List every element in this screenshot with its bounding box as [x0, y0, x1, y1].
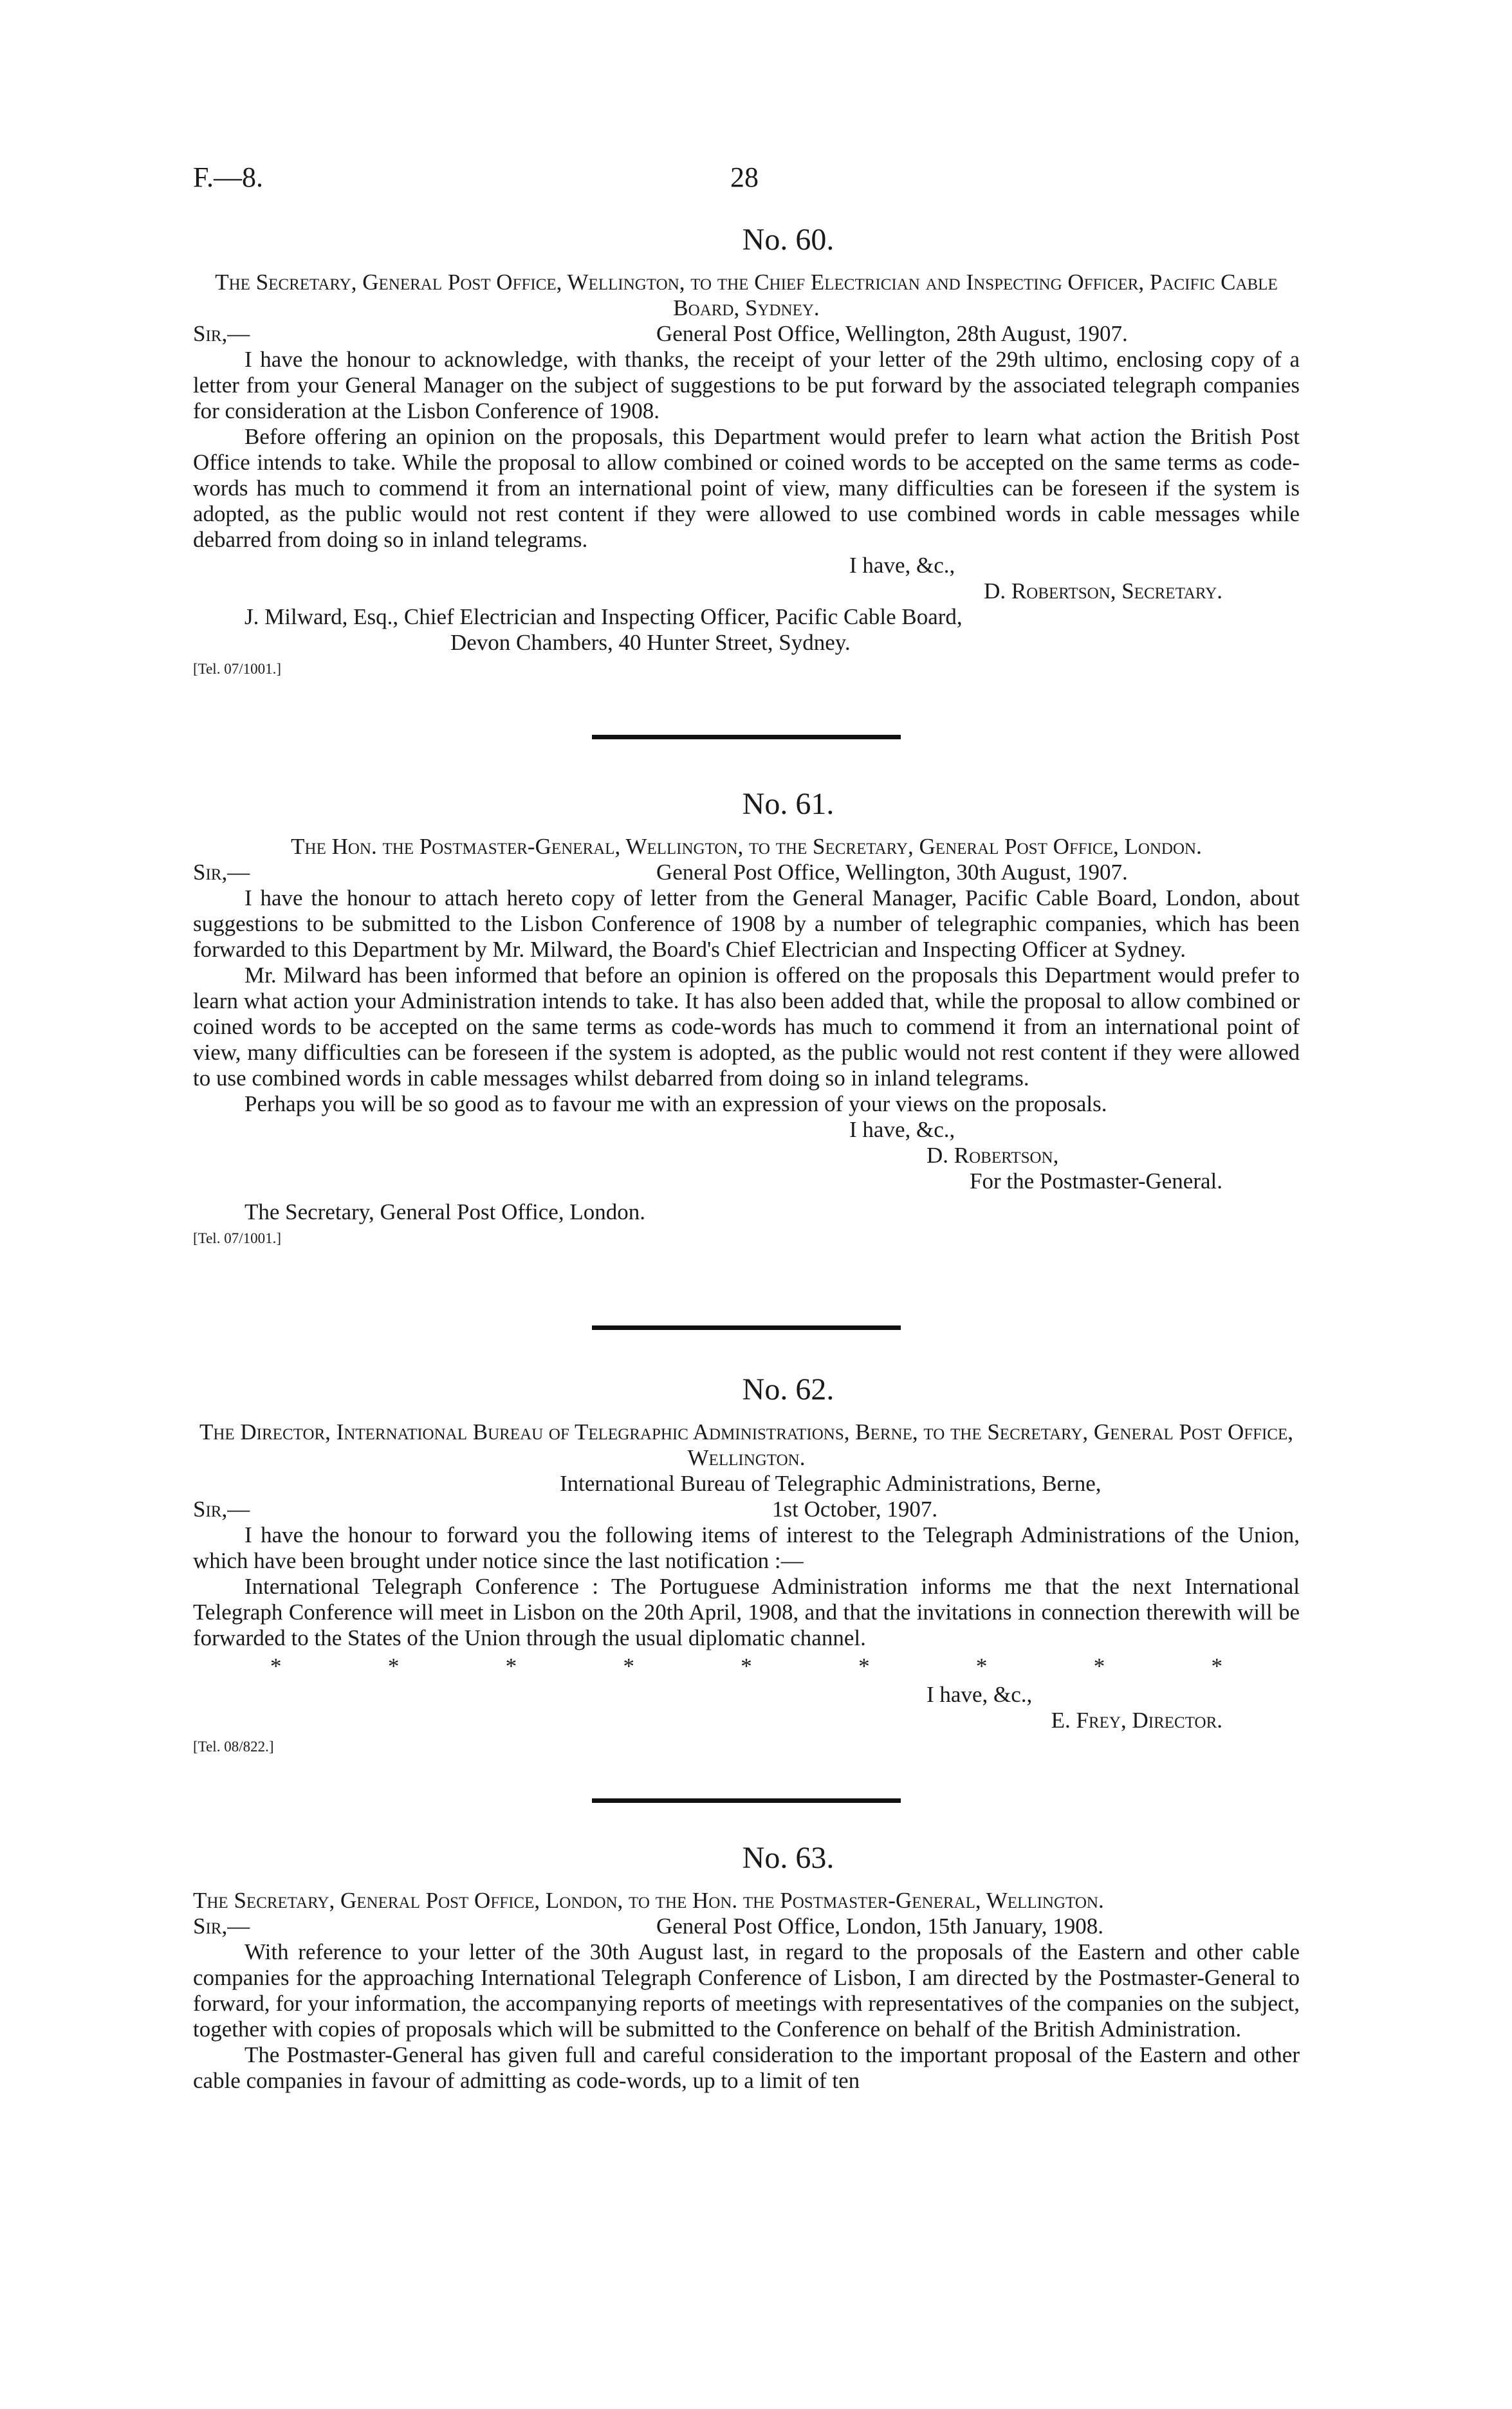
paper-reference: F.—8.	[193, 162, 263, 193]
letter-no-60	[193, 222, 1300, 679]
letter-no-62	[193, 1372, 1300, 1757]
letter-no-63	[193, 1840, 1300, 2094]
signature-title: For the Postmaster-General.	[970, 1168, 1222, 1194]
letter-heading: The Hon. the Postmaster-General, Wellington, to the Secretary, General Post Office, London.	[291, 834, 1202, 859]
star: *	[1093, 1654, 1105, 1679]
sender-address: International Bureau of Telegraphic Administrations, Berne,	[560, 1471, 1102, 1496]
signature: D. Robertson,	[927, 1143, 1059, 1168]
paragraph: With reference to your letter of the 30th August last, in regard to the proposals of the Eastern and other cable companies for the approaching International Telegraph Conference of Lisbon, I am directed by the Postmaster-General to forward, for your information, the accompanying reports of meetings with representatives of the companies on the subject, together with copies of proposals which will be submitted to the Conference on behalf of the British Administration.	[193, 1939, 1300, 2042]
sender-address: General Post Office, London, 15th January, 1908.	[656, 1914, 1103, 1939]
letter-heading: The Director, International Bureau of Telegraphic Administrations, Berne, to the Secretary, General Post Office, Wellington.	[199, 1419, 1294, 1470]
salutation: Sir,—	[193, 860, 250, 885]
salutation-line	[193, 1914, 1300, 1939]
salutation-line	[193, 321, 1300, 347]
letter-title: No. 63.	[742, 1841, 834, 1875]
paragraph: Mr. Milward has been informed that before an opinion is offered on the proposals this Department would prefer to learn what action your Administration intends to take. It has also been added that, while the proposal to allow combined or coined words to be accepted on the same terms as code-words has much to commend it from an international point of view, many difficulties can be foreseen if the system is adopted, as the public would not rest content if they were allowed to use combined words in cable messages whilst debarred from doing so in inland telegrams.	[193, 963, 1300, 1091]
star: *	[858, 1654, 870, 1679]
star: *	[1211, 1654, 1222, 1679]
file-reference: [Tel. 08/822.]	[193, 1739, 274, 1755]
letter-title: No. 60.	[742, 223, 834, 257]
salutation-line	[193, 1497, 1300, 1522]
paragraph: I have the honour to forward you the following items of interest to the Telegraph Administrations of the Union, which have been brought under notice since the last notification :—	[193, 1522, 1300, 1573]
star: *	[623, 1654, 634, 1679]
signature: E. Frey, Director.	[1051, 1708, 1222, 1733]
closing: I have, &c.,	[849, 1117, 955, 1142]
star: *	[505, 1654, 517, 1679]
ellipsis-stars	[193, 1654, 1300, 1679]
letter-no-61	[193, 786, 1300, 1248]
salutation-line	[193, 860, 1300, 885]
addressee: J. Milward, Esq., Chief Electrician and Inspecting Officer, Pacific Cable Board,	[244, 604, 963, 629]
star: *	[387, 1654, 400, 1679]
letter-title: No. 61.	[742, 787, 834, 821]
file-reference: [Tel. 07/1001.]	[193, 661, 282, 677]
page-number: 28	[730, 162, 759, 193]
section-divider	[592, 735, 901, 739]
salutation: Sir,—	[193, 321, 250, 346]
signature: D. Robertson, Secretary.	[984, 578, 1222, 604]
section-divider	[592, 1325, 901, 1330]
salutation: Sir,—	[193, 1914, 250, 1939]
section-divider	[592, 1798, 901, 1803]
star: *	[975, 1654, 988, 1679]
paragraph: I have the honour to attach hereto copy of letter from the General Manager, Pacific Cable Board, London, about suggestions to be submitted to the Lisbon Conference of 1908 by a number of telegraphic companies, which has been forwarded to this Department by Mr. Milward, the Board's Chief Electrician and Inspecting Officer at Sydney.	[193, 885, 1300, 962]
paragraph: I have the honour to acknowledge, with thanks, the receipt of your letter of the 29th ultimo, enclosing copy of a letter from your General Manager on the subject of suggestions to be put forward by the associated telegraph companies for consideration at the Lisbon Conference of 1908.	[193, 347, 1300, 423]
letter-title: No. 62.	[742, 1372, 834, 1407]
star: *	[270, 1654, 282, 1679]
star: *	[741, 1654, 752, 1679]
sender-address: General Post Office, Wellington, 30th August, 1907.	[656, 860, 1128, 885]
addressee: The Secretary, General Post Office, London.	[244, 1199, 645, 1224]
sender-date: 1st October, 1907.	[772, 1497, 938, 1522]
paragraph: Before offering an opinion on the proposals, this Department would prefer to learn what action the British Post Office intends to take. While the proposal to allow combined or coined words to be accepted on the same terms as code-words has much to commend it from an international point of view, many difficulties can be foreseen if the system is adopted, as the public would not rest content if they were allowed to use combined words in cable messages while debarred from doing so in inland telegrams.	[193, 424, 1300, 552]
addressee: Devon Chambers, 40 Hunter Street, Sydney.	[450, 630, 851, 655]
paragraph: International Telegraph Conference : The Portuguese Administration informs me that the next International Telegraph Conference will meet in Lisbon on the 20th April, 1908, and that the invitations in connection therewith will be forwarded to the States of the Union through the usual diplomatic channel.	[193, 1574, 1300, 1650]
sender-address: General Post Office, Wellington, 28th August, 1907.	[656, 321, 1128, 346]
letter-heading: The Secretary, General Post Office, London, to the Hon. the Postmaster-General, Wellington.	[193, 1888, 1104, 1913]
letter-heading: The Secretary, General Post Office, Wellington, to the Chief Electrician and Inspecting Officer, Pacific Cable Board, Sydney.	[215, 270, 1278, 320]
paragraph: Perhaps you will be so good as to favour me with an expression of your views on the proposals.	[244, 1091, 1107, 1116]
salutation: Sir,—	[193, 1497, 250, 1522]
paragraph: The Postmaster-General has given full and careful consideration to the important proposal of the Eastern and other cable companies in favour of admitting as code-words, up to a limit of ten	[193, 2042, 1300, 2093]
closing: I have, &c.,	[927, 1682, 1033, 1707]
closing: I have, &c.,	[849, 553, 955, 578]
file-reference: [Tel. 07/1001.]	[193, 1230, 282, 1246]
